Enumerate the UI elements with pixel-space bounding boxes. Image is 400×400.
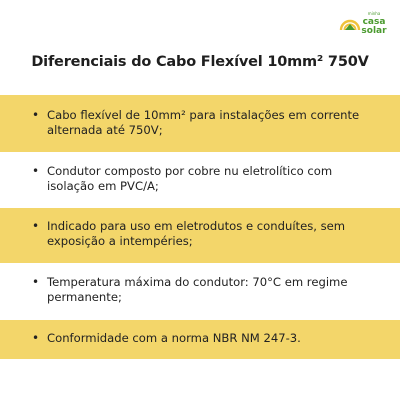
list-item-text: Condutor composto por cobre nu eletrolítico com isolação em PVC/A; (47, 164, 333, 193)
list-item (32, 331, 372, 346)
list-item (32, 275, 372, 305)
list-item-text: Indicado para uso em eletrodutos e conduítes, sem exposição a intempéries; (47, 219, 346, 248)
list-item (32, 164, 372, 194)
logo-text-minha: minha (367, 11, 381, 16)
list-item-text: Cabo flexível de 10mm² para instalações em corrente alternada até 750V; (47, 108, 360, 137)
page-title: Diferenciais do Cabo Flexível 10mm² 750V (31, 54, 369, 70)
list-item-text: Conformidade com a norma NBR NM 247-3. (47, 331, 301, 345)
bullet-icon: • (32, 219, 40, 233)
list-item-text: Temperatura máxima do condutor: 70°C em regime permanente; (47, 275, 348, 304)
logo-text-casa: casa (362, 17, 386, 27)
bullet-icon: • (32, 331, 40, 345)
sun-house-icon (339, 12, 361, 32)
brand-logo (339, 10, 393, 40)
bullet-icon: • (32, 164, 40, 178)
list-item (32, 219, 372, 249)
bullet-icon: • (32, 108, 40, 122)
logo-text-solar: solar (361, 26, 387, 36)
list-item (32, 108, 372, 138)
bullet-icon: • (32, 275, 40, 289)
